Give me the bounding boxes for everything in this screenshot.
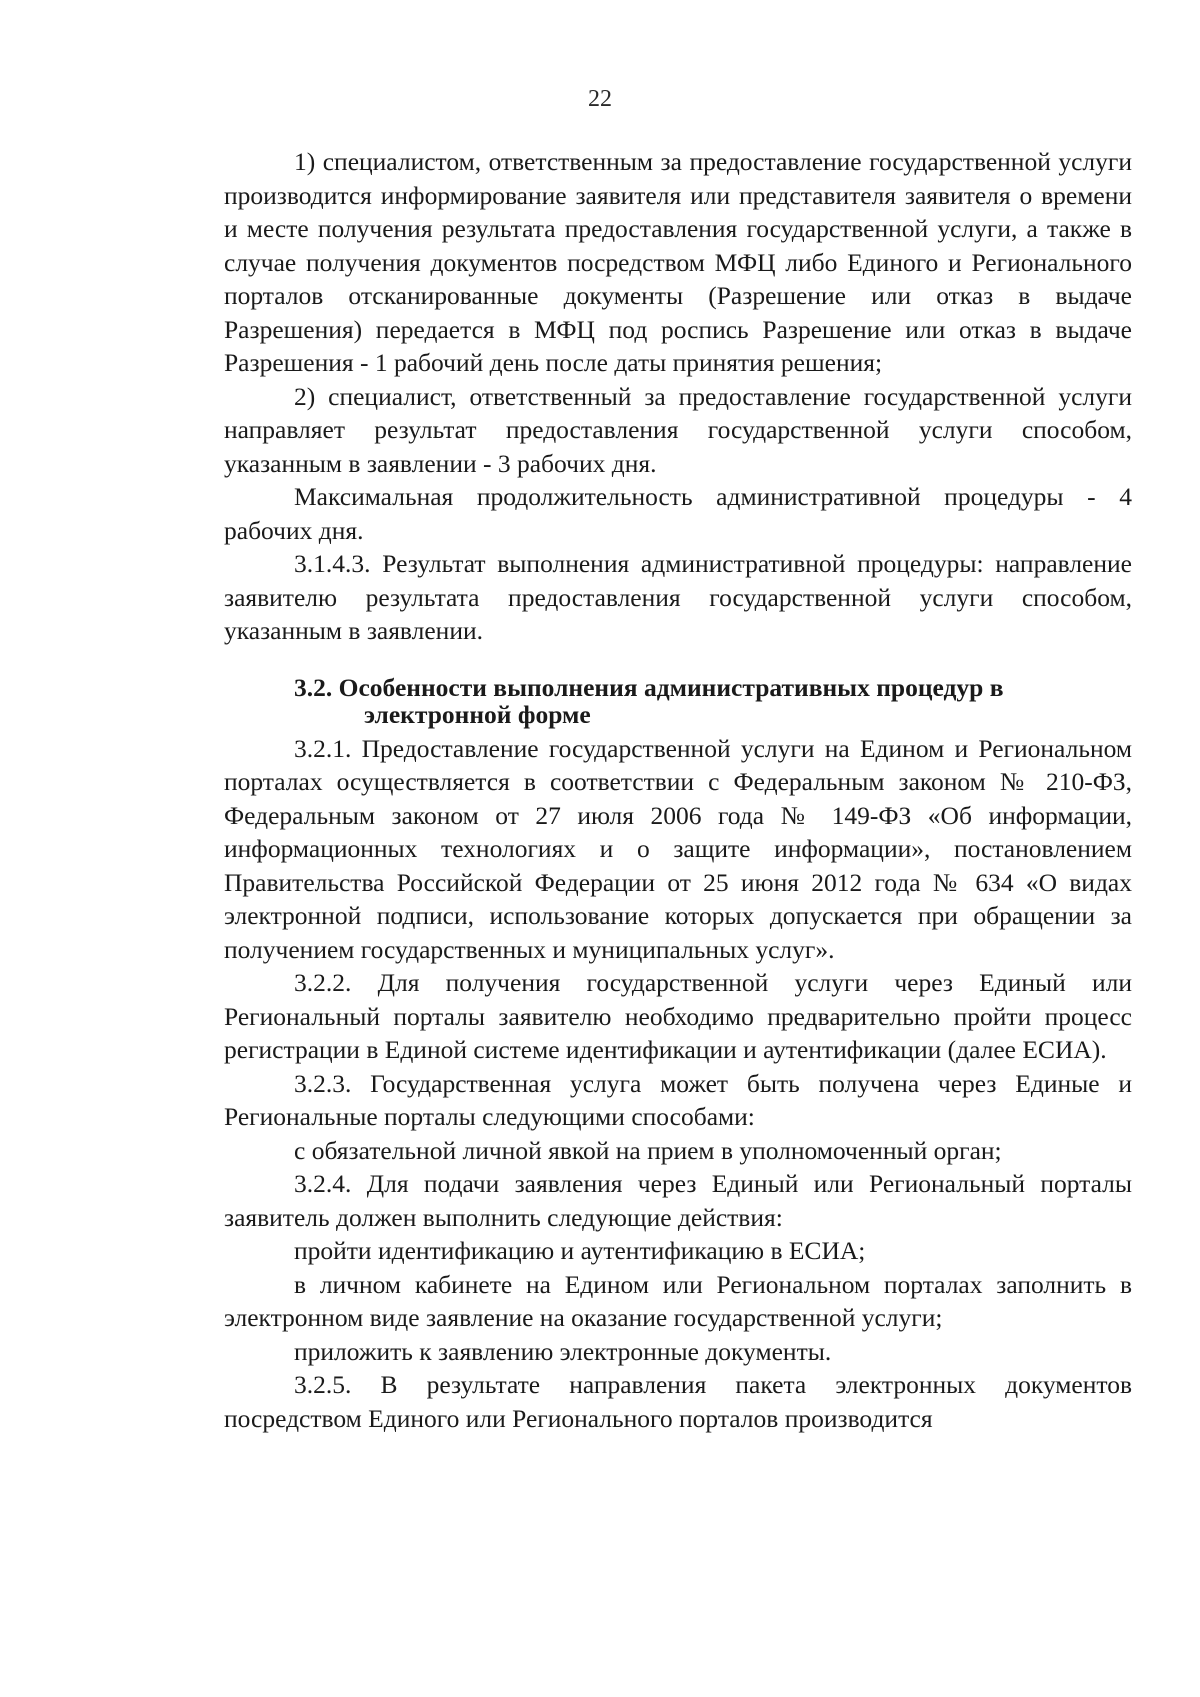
- paragraph-esia-step: пройти идентификацию и аутентификацию в ЕСИА;: [294, 1236, 866, 1265]
- paragraph-3-2-5: 3.2.5. В результате направления пакета электронных документов посредством Единого или Регионального порталов производится: [224, 1370, 1132, 1433]
- paragraph-cabinet-step: в личном кабинете на Едином или Региональном порталах заполнить в электронном виде заявление на оказание государственной услуги;: [224, 1269, 1132, 1332]
- paragraph-item-2: 2) специалист, ответственный за предоставление государственной услуги направляет результат предоставления государственной услуги способом, указанным в заявлении - 3 рабочих дня.: [224, 381, 1132, 478]
- page-number: 22: [588, 86, 612, 112]
- paragraph-3-2-1: 3.2.1. Предоставление государственной услуги на Едином и Региональном порталах осуществляется в соответствии с Федеральным законом № 210-ФЗ, Федеральным законом от 27 июля 2006 года № 149-ФЗ «Об информации, информационных технологиях и о защите информации», постановлением Правительства Российской Федерации от 25 июня 2012 года № 634 «О видах электронной подписи, использование которых допускается при обращении за получением государственных и муниципальных услуг».: [224, 733, 1132, 964]
- section-heading-line2: электронной форме: [364, 699, 591, 729]
- paragraph-item-1: 1) специалистом, ответственным за предоставление государственной услуги производится информирование заявителя или представителя заявителя о времени и месте получения результата предоставления государственной услуги, а также в случае получения документов посредством МФЦ либо Единого и Регионального порталов отсканированные документы (Разрешение или отказ в выдаче Разрешения) передается в МФЦ под роспись Разрешение или отказ в выдаче Разрешения - 1 рабочий день после даты принятия решения;: [224, 147, 1132, 377]
- paragraph-attach-step: приложить к заявлению электронные документы.: [294, 1336, 832, 1366]
- paragraph-max-duration: Максимальная продолжительность административной процедуры - 4 рабочих дня.: [224, 482, 1132, 545]
- paragraph-3-2-3: 3.2.3. Государственная услуга может быть получена через Единые и Региональные порталы следующими способами:: [224, 1068, 1132, 1131]
- paragraph-personal-visit: с обязательной личной явкой на прием в уполномоченный орган;: [294, 1135, 1002, 1165]
- paragraph-3-1-4-3: 3.1.4.3. Результат выполнения административной процедуры: направление заявителю результата предоставления государственной услуги способом, указанным в заявлении.: [224, 549, 1132, 645]
- section-heading-line1: 3.2. Особенности выполнения административных процедур в: [294, 672, 1004, 702]
- section-heading-3-2: [224, 674, 1132, 728]
- paragraph-3-2-2: 3.2.2. Для получения государственной услуги через Единый или Региональный порталы заявителю необходимо предварительно пройти процесс регистрации в Единой системе идентификации и аутентификации (далее ЕСИА).: [224, 968, 1132, 1064]
- paragraph-3-2-4: 3.2.4. Для подачи заявления через Единый или Региональный порталы заявитель должен выполнить следующие действия:: [224, 1169, 1132, 1232]
- document-body: [224, 145, 1132, 1435]
